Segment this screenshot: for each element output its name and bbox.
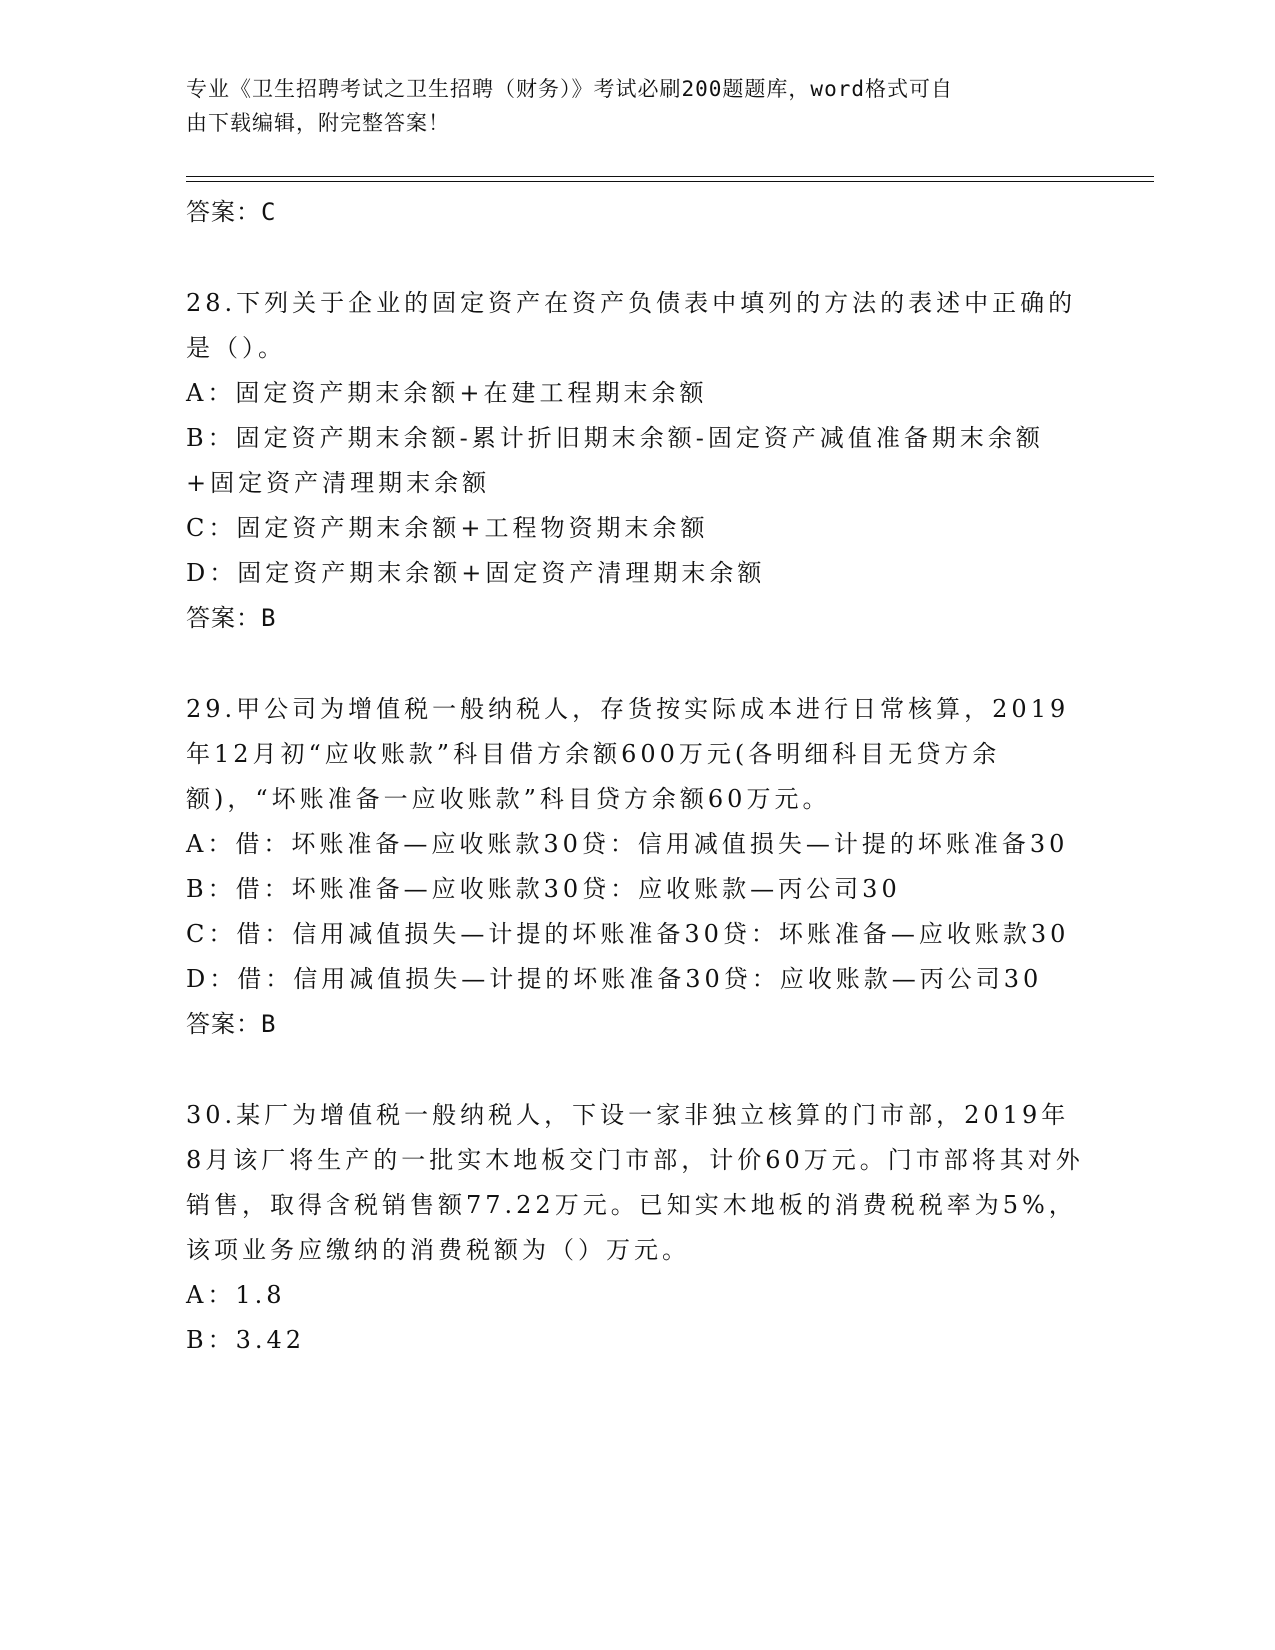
option-a: A：1.8 — [186, 1281, 286, 1309]
question-text: 28.下列关于企业的固定资产在资产负债表中填列的方法的表述中正确的是（）。 — [186, 289, 1077, 362]
option-d: D：固定资产期末余额+固定资产清理期末余额 — [186, 559, 766, 587]
answer-label: 答案：B — [186, 1010, 277, 1038]
option-b: B：3.42 — [186, 1326, 306, 1354]
header-line-1: 专业《卫生招聘考试之卫生招聘（财务）》考试必刷200题题库，word格式可自 — [186, 77, 953, 101]
option-c: C：固定资产期末余额+工程物资期末余额 — [186, 514, 709, 542]
question-text: 30.某厂为增值税一般纳税人，下设一家非独立核算的门市部，2019年8月该厂将生产的一批实木地板交门市部，计价60万元。门市部将其对外销售，取得含税销售额77.22万元。已知实木地板的消费税税率为5%，该项业务应缴纳的消费税额为（）万元。 — [186, 1101, 1084, 1264]
answer-label: 答案：B — [186, 604, 277, 632]
question-28 — [186, 281, 1086, 641]
header-rule-top — [186, 176, 1154, 177]
option-b: B：固定资产期末余额-累计折旧期末余额-固定资产减值准备期末余额+固定资产清理期末余额 — [186, 424, 1044, 497]
option-b: B：借：坏账准备—应收账款30贷：应收账款—丙公司30 — [186, 875, 901, 903]
option-a: A：借：坏账准备—应收账款30贷：信用减值损失—计提的坏账准备30 — [186, 830, 1069, 858]
question-30 — [186, 1093, 1086, 1363]
question-text: 29.甲公司为增值税一般纳税人，存货按实际成本进行日常核算，2019年12月初“应收账款”科目借方余额600万元(各明细科目无贷方余额)，“坏账准备一应收账款”科目贷方余额60万元。 — [186, 695, 1070, 813]
option-c: C：借：信用减值损失—计提的坏账准备30贷：坏账准备—应收账款30 — [186, 920, 1070, 948]
option-d: D：借：信用减值损失—计提的坏账准备30贷：应收账款—丙公司30 — [186, 965, 1043, 993]
header-line-2: 由下载编辑，附完整答案！ — [186, 111, 450, 135]
document-body — [186, 190, 1086, 1363]
question-29 — [186, 687, 1086, 1047]
answer-label: 答案：C — [186, 198, 277, 226]
document-header — [186, 72, 1066, 140]
option-a: A：固定资产期末余额+在建工程期末余额 — [186, 379, 708, 407]
header-rule-bottom — [186, 181, 1154, 182]
